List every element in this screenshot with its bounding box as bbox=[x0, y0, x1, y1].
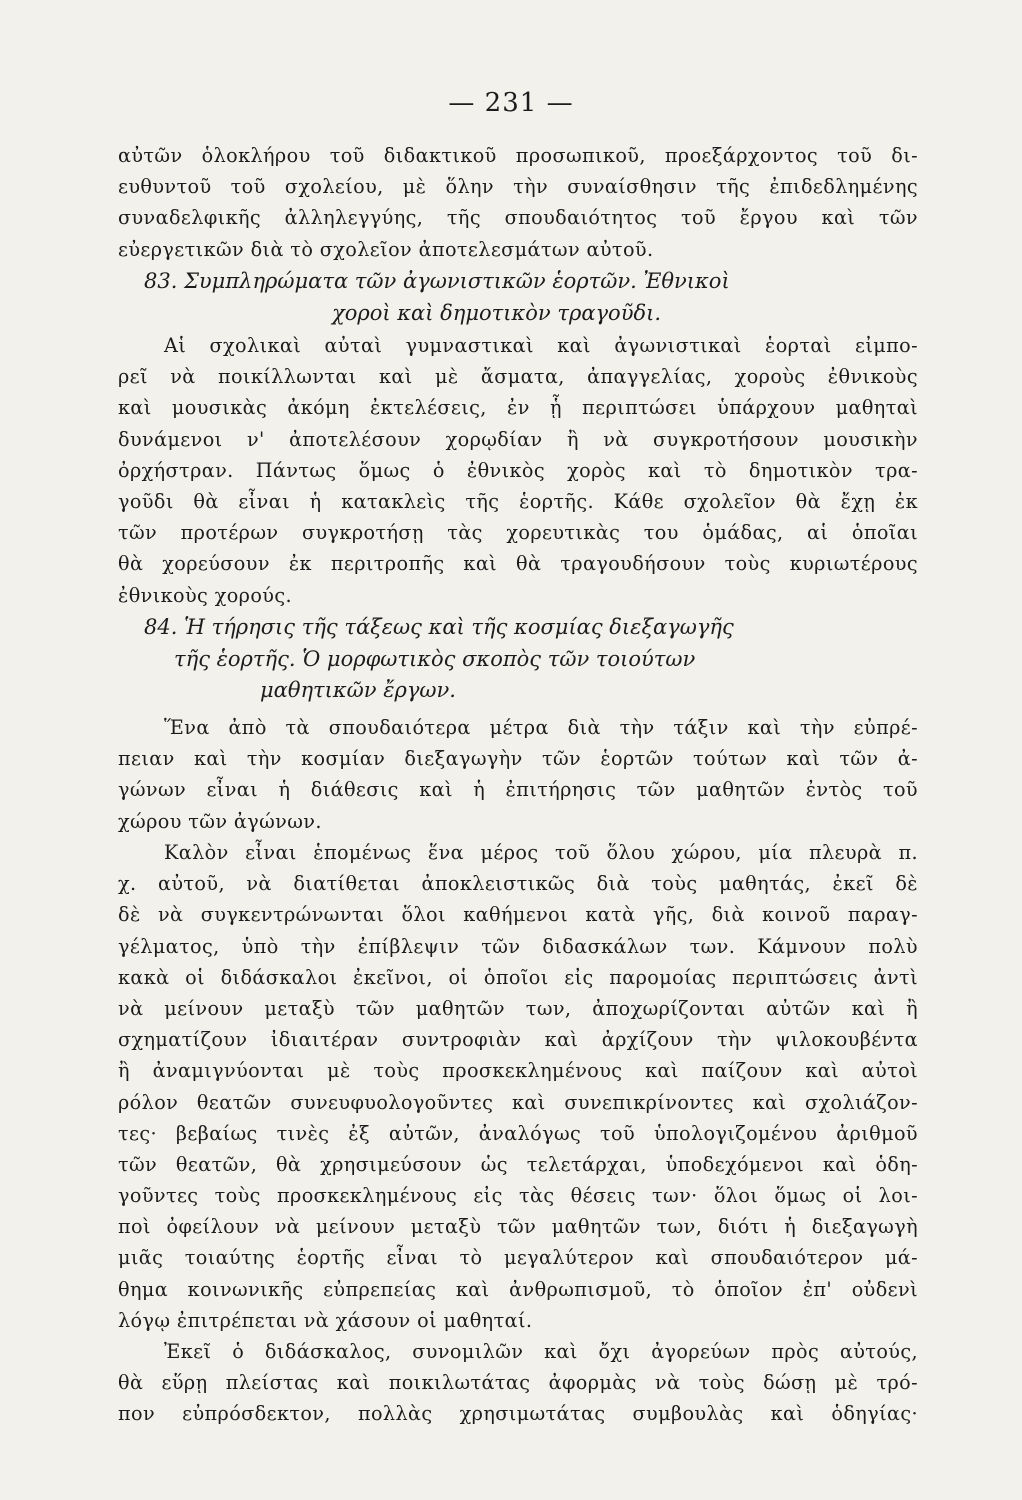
heading-line: μαθητικῶν ἔργων. bbox=[260, 678, 456, 702]
heading-line: χοροὶ καὶ δημοτικὸν τραγοῦδι. bbox=[332, 300, 662, 325]
text-line: ποὶ ὀφείλουν νὰ μείνουν μεταξὺ τῶν μαθητῶν των, διότι ἡ διεξαγωγὴ bbox=[118, 1215, 918, 1239]
text-line: Αἱ σχολικαὶ αὐταὶ γυμναστικαὶ καὶ ἀγωνιστικαὶ ἑορταὶ εἰμπο- bbox=[164, 334, 918, 357]
text-line: ρεῖ νὰ ποικίλλωνται καὶ μὲ ἄσματα, ἀπαγγελίας, χοροὺς ἐθνικοὺς bbox=[118, 365, 918, 389]
text-line: δυνάμενοι ν' ἀποτελέσουν χορῳδίαν ἢ νὰ συγκροτήσουν μουσικὴν bbox=[118, 427, 918, 451]
text-line: νὰ μείνουν μεταξὺ τῶν μαθητῶν των, ἀποχωρίζονται αὐτῶν καὶ ἢ bbox=[118, 996, 918, 1020]
text-line: ρόλον θεατῶν συνευφυολογοῦντες καὶ συνεπικρίνοντες καὶ σχολιάζον- bbox=[118, 1090, 918, 1114]
text-line: ὀρχήστραν. Πάντως ὅμως ὁ ἐθνικὸς χορὸς καὶ τὸ δημοτικὸν τρα- bbox=[118, 458, 918, 482]
text-line: τῶν προτέρων συγκροτήσῃ τὰς χορευτικὰς του ὁμάδας, αἱ ὁποῖαι bbox=[118, 521, 918, 545]
text-line: γοῦντες τοὺς προσκεκλημένους εἰς τὰς θέσεις των· ὅλοι ὅμως οἱ λοι- bbox=[118, 1184, 918, 1208]
text-line: μιᾶς τοιαύτης ἑορτῆς εἶναι τὸ μεγαλύτερον καὶ σπουδαιότερον μά- bbox=[118, 1246, 918, 1270]
section-heading-83 bbox=[118, 266, 918, 329]
text-line: ευθυντοῦ τοῦ σχολείου, μὲ ὅλην τὴν συναίσθησιν τῆς ἐπιδεδλημένης bbox=[118, 175, 918, 199]
heading-line: τῆς ἑορτῆς. Ὁ μορφωτικὸς σκοπὸς τῶν τοιούτων bbox=[174, 646, 696, 671]
text-line: χ. αὐτοῦ, νὰ διατίθεται ἀποκλειστικῶς διὰ τοὺς μαθητάς, ἐκεῖ δὲ bbox=[118, 872, 918, 896]
text-line: Καλὸν εἶναι ἑπομένως ἕνα μέρος τοῦ ὅλου χώρου, μία πλευρὰ π. bbox=[164, 841, 918, 864]
text-line: ἢ ἀναμιγνύονται μὲ τοὺς προσκεκλημένους καὶ παίζουν καὶ αὐτοὶ bbox=[118, 1059, 918, 1083]
page-number: — 231 — bbox=[448, 88, 574, 118]
text-line: λόγῳ ἐπιτρέπεται νὰ χάσουν οἱ μαθηταί. bbox=[118, 1308, 533, 1332]
text-line: χώρου τῶν ἀγώνων. bbox=[118, 809, 322, 833]
text-line: συναδελφικῆς ἀλληλεγγύης, τῆς σπουδαιότητος τοῦ ἔργου καὶ τῶν bbox=[118, 206, 918, 230]
heading-line: 83. Συμπληρώματα τῶν ἀγωνιστικῶν ἑορτῶν. Ἐθνικοὶ bbox=[144, 269, 730, 293]
text-line: Ἐκεῖ ὁ διδάσκαλος, συνομιλῶν καὶ ὄχι ἀγορεύων πρὸς αὐτούς, bbox=[164, 1340, 918, 1363]
text-line: γώνων εἶναι ἡ διάθεσις καὶ ἡ ἐπιτήρησις τῶν μαθητῶν ἐντὸς τοῦ bbox=[118, 778, 918, 802]
section-heading-84 bbox=[118, 612, 918, 707]
paragraph-section-84-a bbox=[118, 712, 918, 837]
text-line: γέλματος, ὑπὸ τὴν ἐπίβλεψιν τῶν διδασκάλων των. Κάμνουν πολὺ bbox=[118, 934, 918, 958]
text-line: αὐτῶν ὁλοκλήρου τοῦ διδακτικοῦ προσωπικοῦ, προεξάρχοντος τοῦ δι- bbox=[118, 144, 918, 167]
text-line: θημα κοινωνικῆς εὐπρεπείας καὶ ἀνθρωπισμοῦ, τὸ ὁποῖον ἐπ' οὐδενὶ bbox=[118, 1277, 918, 1301]
text-line: καὶ μουσικὰς ἀκόμη ἐκτελέσεις, ἐν ᾗ περιπτώσει ὑπάρχουν μαθηταὶ bbox=[118, 396, 918, 420]
text-line: τῶν θεατῶν, θὰ χρησιμεύσουν ὡς τελετάρχαι, ὑποδεχόμενοι καὶ ὁδη- bbox=[118, 1152, 918, 1176]
text-line: σχηματίζουν ἰδιαιτέραν συντροφιὰν καὶ ἀρχίζουν τὴν ψιλοκουβέντα bbox=[118, 1028, 918, 1052]
text-line: θὰ χορεύσουν ἐκ περιτροπῆς καὶ θὰ τραγουδήσουν τοὺς κυριωτέρους bbox=[118, 552, 918, 576]
text-line: εὐεργετικῶν διὰ τὸ σχολεῖον ἀποτελεσμάτων αὐτοῦ. bbox=[118, 237, 654, 261]
text-line: δὲ νὰ συγκεντρώνωνται ὅλοι καθήμενοι κατὰ γῆς, διὰ κοινοῦ παραγ- bbox=[118, 903, 918, 927]
text-line: τες· βεβαίως τινὲς ἐξ αὐτῶν, ἀναλόγως τοῦ ὑπολογιζομένου ἀριθμοῦ bbox=[118, 1121, 918, 1145]
text-line: κακὰ οἱ διδάσκαλοι ἐκεῖνοι, οἱ ὁποῖοι εἰς παρομοίας περιπτώσεις ἀντὶ bbox=[118, 965, 918, 989]
paragraph-section-84-b bbox=[118, 837, 918, 1336]
paragraph-section-83 bbox=[118, 330, 918, 611]
text-line: θὰ εὕρῃ πλείστας καὶ ποικιλωτάτας ἀφορμὰς νὰ τοὺς δώσῃ μὲ τρό- bbox=[118, 1371, 918, 1395]
paragraph-continuation bbox=[118, 140, 918, 265]
text-line: πον εὐπρόσδεκτον, πολλὰς χρησιμωτάτας συμβουλὰς καὶ ὁδηγίας· bbox=[118, 1402, 918, 1426]
text-line: Ἕνα ἀπὸ τὰ σπουδαιότερα μέτρα διὰ τὴν τάξιν καὶ τὴν εὐπρέ- bbox=[164, 716, 918, 739]
text-line: ἐθνικοὺς χορούς. bbox=[118, 583, 293, 607]
text-line: πειαν καὶ τὴν κοσμίαν διεξαγωγὴν τῶν ἑορτῶν τούτων καὶ τῶν ἀ- bbox=[118, 747, 918, 771]
text-line: γοῦδι θὰ εἶναι ἡ κατακλεὶς τῆς ἑορτῆς. Κάθε σχολεῖον θὰ ἔχῃ ἐκ bbox=[118, 489, 918, 513]
paragraph-section-84-c bbox=[118, 1336, 918, 1430]
heading-line: 84. Ἡ τήρησις τῆς τάξεως καὶ τῆς κοσμίας διεξαγωγῆς bbox=[144, 615, 734, 639]
